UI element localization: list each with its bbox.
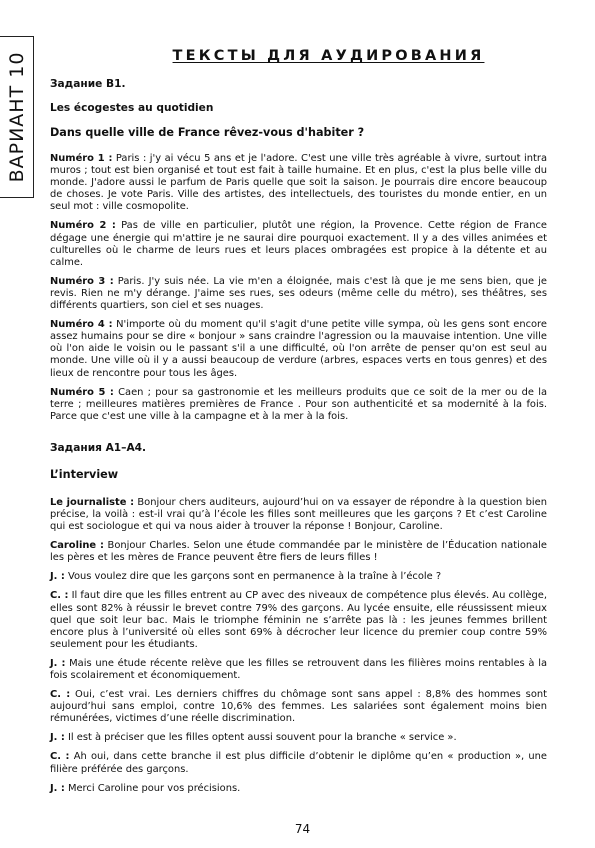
dialogue-line (50, 751, 547, 775)
answer-paragraph (50, 153, 547, 213)
answer-text: Paris : j'y ai vécu 5 ans et je l'adore. C'est une ville très agréable à vivre, surtout intra muros ; tout est bien organisé et tout est fait à taille humaine. Et en plus, c'est la plus belle ville du monde. J'adore aussi le parfum de Paris quelle que soit la saison. Je pourrais dire encore beaucoup de choses. Je vote Paris. Ville des artistes, des intellectuels, des touristes du monde entier, en un seul mot : ville cosmopolite. (50, 153, 547, 213)
speaker-label: C. : (50, 590, 69, 602)
dialogue-line (50, 497, 547, 533)
page-content (50, 48, 547, 802)
dialogue-line (50, 540, 547, 564)
answer-paragraph (50, 387, 547, 423)
speaker-label: J. : (50, 782, 65, 794)
speaker-label: Le journaliste : (50, 496, 135, 508)
task-b1-subtitle: Les écogestes au quotidien (50, 102, 214, 114)
dialogue-text: Mais une étude récente relève que les filles se retrouvent dans les filières moins rentables à la fois scolairement et économiquement. (50, 657, 548, 681)
speaker-label: J. : (50, 732, 65, 744)
answer-text: Pas de ville en particulier, plutôt une région, la Provence. Cette région de France dégage une énergie qui m'attire je ne saurai dire pourquoi exactement. Il y a des villes animées et culturelles où le charme de leurs rues et leurs places ombragées est propice à la détente et au calme. (50, 220, 547, 268)
answer-label: Numéro 5 : (50, 386, 114, 398)
dialogue-text: Oui, c’est vrai. Les derniers chiffres du chômage sont sans appel : 8,8% des hommes sont aujourd’hui sans emploi, contre 10,6% des femmes. Les salariées sont également moins bien rémunérées, victimes d’une réelle discrimination. (50, 689, 547, 725)
task-b1-question: Dans quelle ville de France rêvez-vous d'habiter ? (50, 126, 365, 139)
task-a-heading: Задания А1–А4. (50, 441, 147, 454)
dialogue-text: Il faut dire que les filles entrent au CP avec des niveaux de compétence plus élevés. Au collège, elles sont 82% à réussir le brevet contre 79% des garçons. Au lycée ensuite, elle réussissent mieux quel que soit leur bac. Mais le triomphe féminin ne s’arrête pas là : les jeunes femmes brillent encore plus à l’université où elles sont 69% à décrocher leur licence du premier coup contre 59% seulement pour les étudiants. (50, 590, 548, 650)
dialogue-text: Bonjour Charles. Selon une étude commandée par le ministère de l’Éducation nationale les pères et les mères de France peuvent être fiers de leurs filles ! (50, 540, 547, 564)
speaker-label: Caroline : (50, 540, 104, 552)
answer-paragraph (50, 319, 547, 379)
dialogue-text: Il est à préciser que les filles optent aussi souvent pour la branche « service ». (64, 732, 457, 744)
answer-label: Numéro 1 : (50, 153, 113, 164)
speaker-label: J. : (50, 571, 65, 583)
page-number: 74 (294, 822, 311, 836)
answer-paragraph (50, 220, 547, 268)
variant-side-tab (0, 36, 34, 198)
dialogue-line (50, 783, 547, 795)
task-a-subtitle: L’interview (50, 467, 119, 481)
variant-label: ВАРИАНТ 10 (5, 51, 28, 183)
answer-paragraph (50, 276, 547, 312)
dialogue-line (50, 590, 547, 650)
answer-text: Paris. J'y suis née. La vie m'en a éloignée, mais c'est là que je me sens bien, que je revis. Rien ne m'y dérange. J'aime ses rues, ses odeurs (même celle du métro), ses théâtres, ses différents quartiers, son ciel et ses nuages. (50, 275, 547, 312)
page-title: ТЕКСТЫ ДЛЯ АУДИРОВАНИЯ (172, 48, 485, 64)
dialogue-line (50, 658, 547, 682)
dialogue-text: Merci Caroline pour vos précisions. (64, 782, 241, 794)
speaker-label: C. : (50, 751, 70, 763)
speaker-label: C. : (50, 689, 71, 701)
answer-text: N'importe où du moment qu'il s'agit d'une petite ville sympa, où les gens sont encore assez humains pour se dire « bonjour » sans craindre l'agression ou la mauvaise intention. Une ville où l'on aide le voisin ou le passant s'il a une difficulté, où l'on arrête de penser qu'on est seul au monde. Une ville où il y a aussi beaucoup de verdure (arbres, espaces verts en tous genres) et des lieux de rencontre pour tous les âges. (50, 319, 547, 379)
dialogue-line (50, 689, 547, 725)
answer-label: Numéro 4 : (50, 319, 113, 331)
speaker-label: J. : (50, 657, 66, 669)
dialogue-text: Ah oui, dans cette branche il est plus difficile d’obtenir le diplôme qu’en « production », une filière préférée des garçons. (50, 751, 548, 775)
task-b1-heading: Задание B1. (50, 78, 126, 90)
dialogue-line (50, 571, 547, 583)
dialogue-line (50, 732, 547, 744)
answer-label: Numéro 2 : (50, 220, 116, 232)
answer-label: Numéro 3 : (50, 275, 114, 287)
dialogue-text: Bonjour chers auditeurs, aujourd’hui on va essayer de répondre à la question bien précise, la voilà : est-il vrai qu’à l’école les filles sont meilleures que les garçons ? Et c’est Caroline qui est sociologue et qui va nous aider à trouver la réponse ! Bonjour, Caroline. (50, 496, 547, 533)
answer-text: Caen ; pour sa gastronomie et les meilleurs produits que ce soit de la mer ou de la terre ; meilleures matières premières de France . Pour son authenticité et sa modernité à la fois. Parce que c'est une ville à la campagne et à la mer à la fois. (50, 386, 547, 422)
dialogue-text: Vous voulez dire que les garçons sont en permanence à la traîne à l’école ? (64, 571, 442, 583)
